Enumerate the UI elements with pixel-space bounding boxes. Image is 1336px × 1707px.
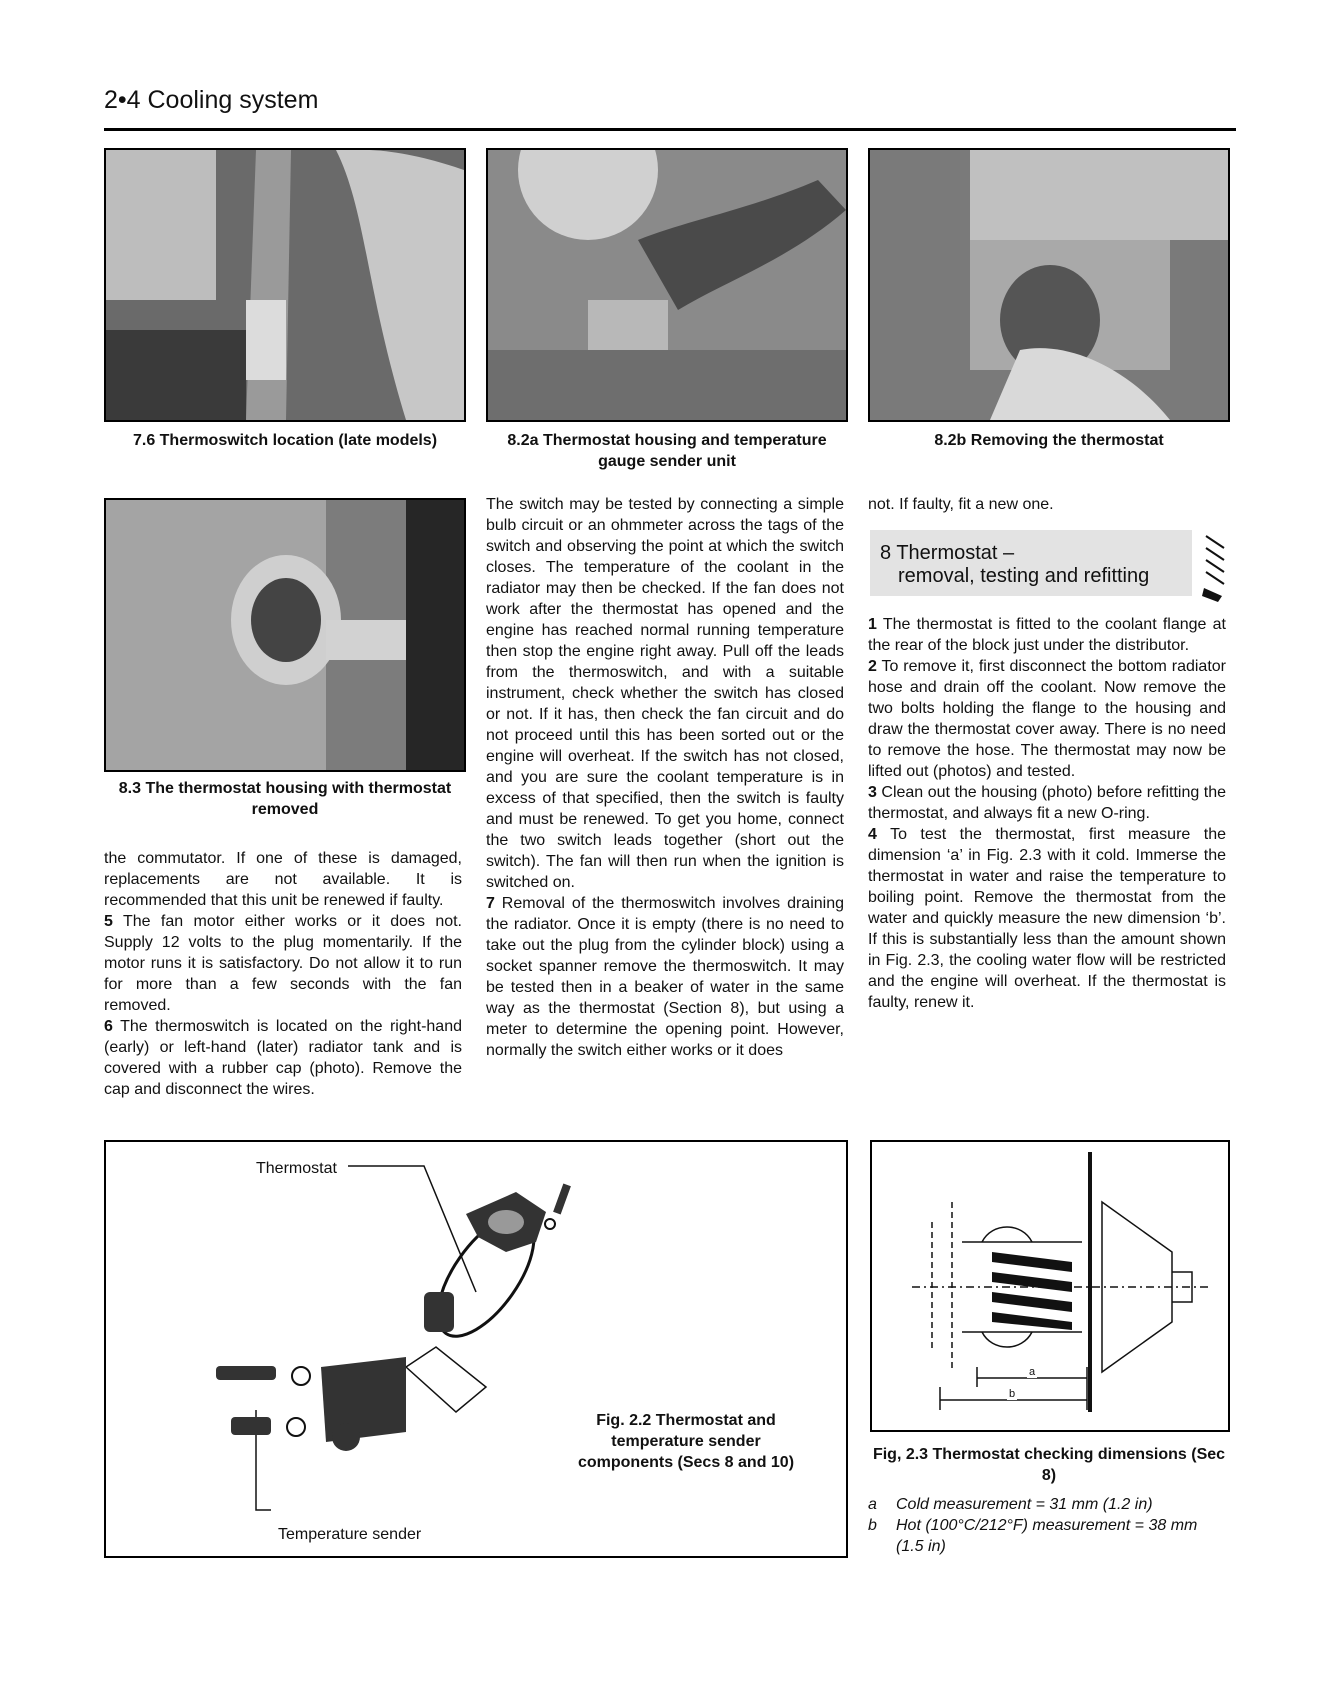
paragraph <box>868 824 1226 1013</box>
paragraph <box>868 782 1226 824</box>
paragraph-text: Clean out the housing (photo) before refitting the thermostat, and always fit a new O-ring. <box>868 784 1226 822</box>
paragraph <box>104 1016 462 1100</box>
paragraph-text: The thermostat is fitted to the coolant flange at the rear of the block just under the distributor. <box>868 616 1226 654</box>
figure-caption: Fig. 2.2 Thermostat and temperature sender components (Secs 8 and 10) <box>577 1412 795 1471</box>
paragraph: The switch may be tested by connecting a simple bulb circuit or an ohmmeter across the tags of the switch and observing the point at which the switch closes. The temperature of the coolant in the radiator may then be checked. If the fan does not work after the thermostat has opened and the engine has reached normal running temperature then stop the engine right away. Pull off the leads from the thermoswitch, and with a suitable instrument, check whether the switch has closed or not. If it has, then check the fan circuit and do not proceed until this has been sorted out or the engine will overheat. If the switch has not closed, and you are sure the coolant temperature is in excess of that specified, then the switch is faulty and must be renewed. To get you home, connect the two switch leads together (short out the switch). The fan will then run when the ignition is switched on. <box>486 496 844 891</box>
photo-removing-thermostat <box>868 148 1230 422</box>
photo-thermostat-housing-sender <box>486 148 848 422</box>
paragraph-number: 4 <box>868 826 877 843</box>
figure-notes <box>868 1494 1228 1557</box>
section-heading <box>870 530 1192 596</box>
column-1-text <box>104 848 462 1100</box>
paragraph-text: To remove it, first disconnect the bottom radiator hose and drain off the coolant. Now remove the two bolts holding the flange to the housing and draw the thermostat cover away. There is no need to remove the hose. The thermostat may now be lifted out (photos) and tested. <box>868 658 1226 780</box>
figure-2-2 <box>104 1140 848 1558</box>
paragraph-text: The thermoswitch is located on the right-hand (early) or left-hand (later) radiator tank and is covered with a rubber cap (photo). Remove the cap and disconnect the wires. <box>104 1018 462 1098</box>
photo-image <box>106 150 464 420</box>
page-header: 2•4 Cooling system <box>104 86 319 114</box>
section-subtitle: removal, testing and refitting <box>898 565 1150 587</box>
column-3-text <box>868 614 1226 1013</box>
note-b <box>868 1515 1228 1557</box>
label-thermostat: Thermostat <box>256 1160 337 1177</box>
paragraph-text: The fan motor either works or it does not. Supply 12 volts to the plug momentarily. If the motor runs it is satisfactory. Do not allow it to run for more than a few seconds with the fan removed. <box>104 913 462 1014</box>
note-text: Cold measurement = 31 mm (1.2 in) <box>896 1496 1153 1513</box>
paragraph <box>868 656 1226 782</box>
column-2-text <box>486 494 844 1061</box>
photo-image <box>488 150 846 420</box>
photo-thermoswitch-location <box>104 148 466 422</box>
section-title: 8 Thermostat – <box>880 542 1015 564</box>
column-3-lead: not. If faulty, fit a new one. <box>868 496 1054 513</box>
photo-housing-thermostat-removed <box>104 498 466 772</box>
paragraph: the commutator. If one of these is damaged, replacements are not available. It is recommended that this unit be renewed if faulty. <box>104 850 462 909</box>
photo-image <box>870 150 1228 420</box>
photo-caption: 8.2b Removing the thermostat <box>934 432 1164 449</box>
label-temperature-sender: Temperature sender <box>278 1526 422 1543</box>
photo-caption: 8.3 The thermostat housing with thermostat removed <box>118 780 452 818</box>
paragraph-number: 1 <box>868 616 877 633</box>
note-key: a <box>868 1496 877 1513</box>
dimension-label-a: a <box>1029 1366 1036 1378</box>
difficulty-spanner-icon <box>1200 530 1230 602</box>
photo-image <box>106 500 464 770</box>
paragraph-text: To test the thermostat, first measure the dimension ‘a’ in Fig. 2.3 with it cold. Immerse the thermostat in water and raise the temperature to boiling point. Remove the thermostat from the water and quickly measure the new dimension ‘b’. If this is substantially less than the amount shown in Fig. 2.3, the cooling water flow will be restricted and the engine will overheat. If the thermostat is faulty, renew it. <box>868 826 1226 1011</box>
paragraph-number: 7 <box>486 895 495 912</box>
paragraph-number: 3 <box>868 784 877 801</box>
paragraph-number: 2 <box>868 658 877 675</box>
paragraph <box>868 614 1226 656</box>
figure-2-3 <box>870 1140 1230 1432</box>
note-text: Hot (100°C/212°F) measurement = 38 mm (1.5 in) <box>896 1517 1198 1555</box>
header-rule <box>104 128 1236 131</box>
thermostat-dimension-drawing <box>872 1142 1228 1430</box>
paragraph <box>486 893 844 1061</box>
paragraph <box>104 911 462 1016</box>
figure-caption: Fig, 2.3 Thermostat checking dimensions (Sec 8) <box>872 1446 1226 1484</box>
paragraph-number: 5 <box>104 913 113 930</box>
exploded-diagram <box>106 1142 846 1556</box>
photo-caption: 7.6 Thermoswitch location (late models) <box>132 432 438 449</box>
paragraph-number: 6 <box>104 1018 113 1035</box>
paragraph-text: Removal of the thermoswitch involves draining the radiator. Once it is empty (there is no need to take out the plug from the cylinder block) using a socket spanner remove the thermoswitch. It may be tested then in a beaker of water in the same way as the thermostat (Section 8), but using a meter to determine the opening point. However, normally the switch either works or it does <box>486 895 844 1059</box>
note-a <box>868 1494 1228 1515</box>
note-key: b <box>868 1517 877 1534</box>
photo-caption: 8.2a Thermostat housing and temperature gauge sender unit <box>507 432 827 470</box>
dimension-label-b: b <box>1009 1388 1016 1400</box>
